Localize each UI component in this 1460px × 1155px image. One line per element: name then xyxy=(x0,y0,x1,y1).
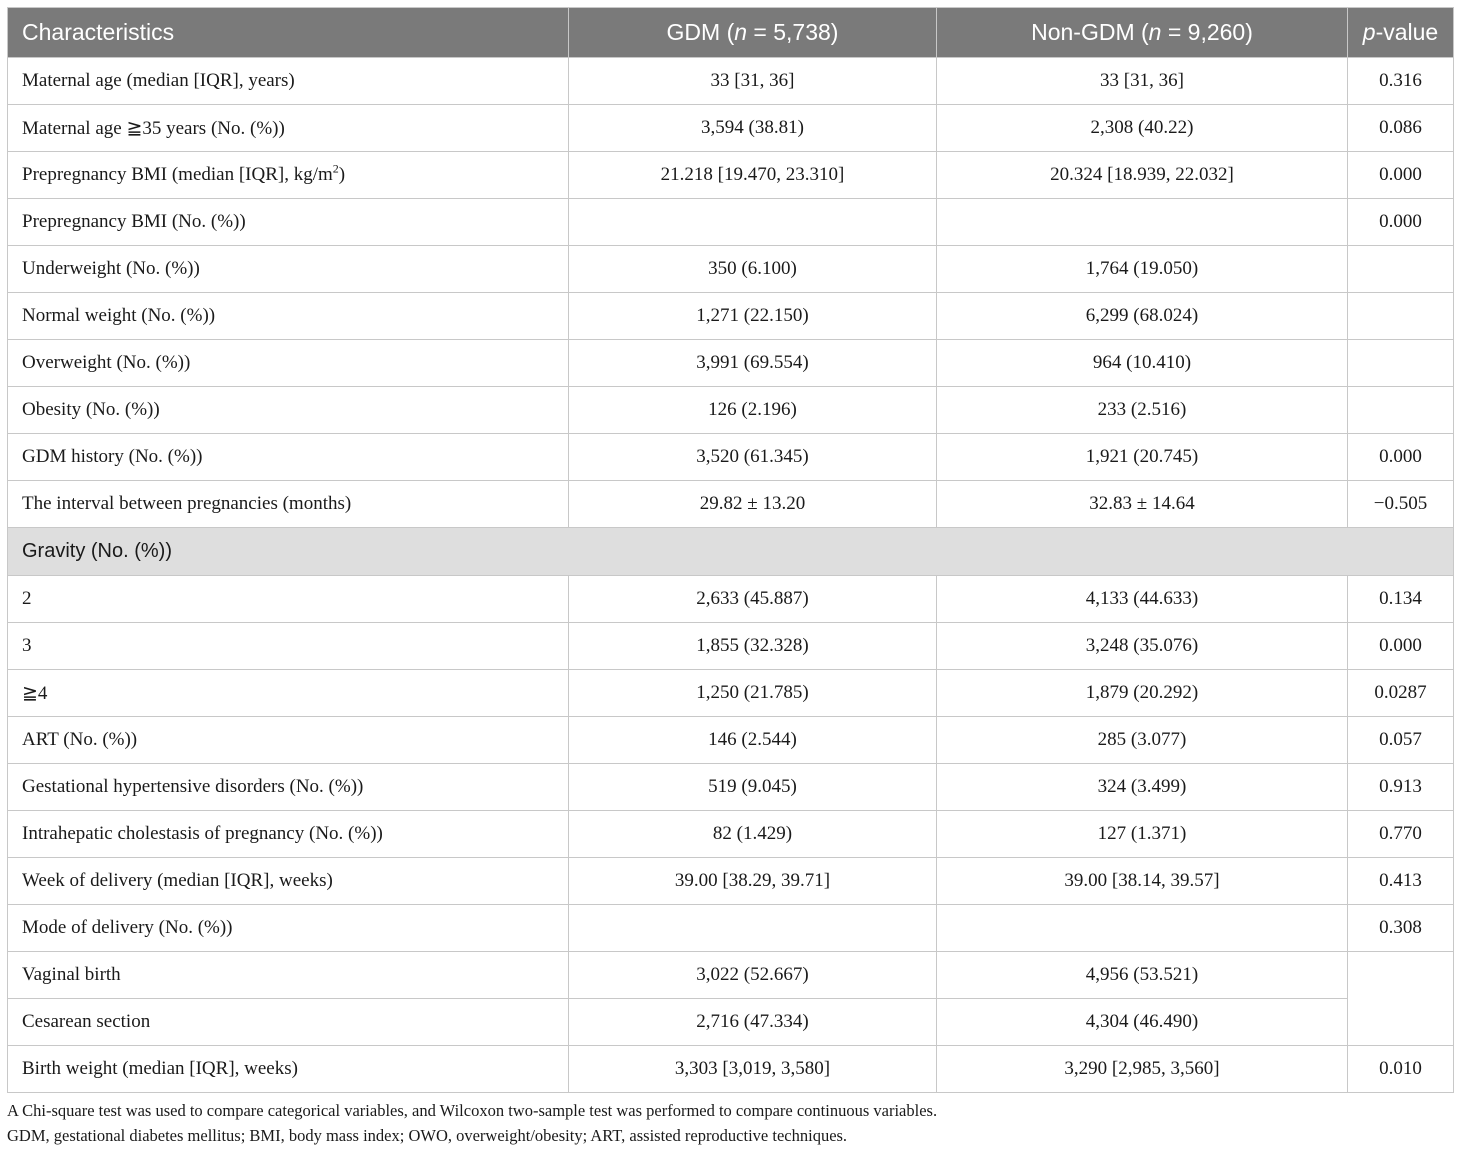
nongdm-cell: 32.83 ± 14.64 xyxy=(937,481,1348,528)
superscript: 2 xyxy=(332,161,339,176)
header-cell xyxy=(569,8,937,58)
table-row xyxy=(8,434,1454,481)
table-row xyxy=(8,481,1454,528)
row-label xyxy=(8,105,569,152)
row-label-end: ) xyxy=(338,164,346,185)
gdm-cell: 1,250 (21.785) xyxy=(569,670,937,717)
nongdm-cell: 127 (1.371) xyxy=(937,811,1348,858)
nongdm-cell: 3,290 [2,985, 3,560] xyxy=(937,1046,1348,1093)
p-value-cell: 0.000 xyxy=(1348,434,1454,481)
p-value-cell xyxy=(1348,293,1454,340)
table-row xyxy=(8,152,1454,199)
p-value-cell: 0.308 xyxy=(1348,905,1454,952)
gdm-cell: 3,022 (52.667) xyxy=(569,952,937,999)
gdm-cell: 29.82 ± 13.20 xyxy=(569,481,937,528)
row-label-text: Underweight (No. (%)) xyxy=(22,258,200,279)
gdm-cell: 350 (6.100) xyxy=(569,246,937,293)
nongdm-cell: 4,133 (44.633) xyxy=(937,576,1348,623)
header-text-suffix: -value xyxy=(1375,19,1439,45)
row-label-text: Prepregnancy BMI (No. (%)) xyxy=(22,211,246,232)
table-row xyxy=(8,952,1454,999)
gdm-cell: 2,633 (45.887) xyxy=(569,576,937,623)
nongdm-cell xyxy=(937,199,1348,246)
row-label-text: 3 xyxy=(22,635,32,656)
nongdm-cell: 2,308 (40.22) xyxy=(937,105,1348,152)
row-label xyxy=(8,1046,569,1093)
row-label xyxy=(8,670,569,717)
table-row xyxy=(8,1046,1454,1093)
gdm-cell: 3,594 (38.81) xyxy=(569,105,937,152)
nongdm-cell: 1,764 (19.050) xyxy=(937,246,1348,293)
row-label-text: Vaginal birth xyxy=(22,964,121,985)
p-value-cell xyxy=(1348,387,1454,434)
header-italic: p xyxy=(1362,19,1376,45)
nongdm-cell xyxy=(937,905,1348,952)
nongdm-cell: 324 (3.499) xyxy=(937,764,1348,811)
row-label-text: Birth weight (median [IQR], weeks) xyxy=(22,1058,298,1079)
nongdm-cell: 33 [31, 36] xyxy=(937,58,1348,105)
header-text-suffix: = 5,738) xyxy=(747,19,839,45)
p-value-cell: 0.0287 xyxy=(1348,670,1454,717)
row-label xyxy=(8,717,569,764)
nongdm-cell: 3,248 (35.076) xyxy=(937,623,1348,670)
p-value-cell: 0.000 xyxy=(1348,623,1454,670)
row-label xyxy=(8,340,569,387)
row-label-text: Overweight (No. (%)) xyxy=(22,352,191,373)
header-text: Characteristics xyxy=(22,19,175,45)
table-row xyxy=(8,58,1454,105)
p-value-cell: 0.770 xyxy=(1348,811,1454,858)
table-row xyxy=(8,246,1454,293)
table-container xyxy=(7,7,1453,1148)
p-value-cell: 0.134 xyxy=(1348,576,1454,623)
header-cell xyxy=(8,8,569,58)
row-label xyxy=(8,152,569,199)
table-row xyxy=(8,858,1454,905)
header-italic: n xyxy=(734,19,748,45)
row-label-text: Week of delivery (median [IQR], weeks) xyxy=(22,870,333,891)
row-label-text: The interval between pregnancies (months) xyxy=(22,493,352,514)
row-label xyxy=(8,905,569,952)
gdm-cell: 82 (1.429) xyxy=(569,811,937,858)
gdm-cell: 39.00 [38.29, 39.71] xyxy=(569,858,937,905)
table-row xyxy=(8,717,1454,764)
row-label xyxy=(8,58,569,105)
header-italic: n xyxy=(1148,19,1162,45)
nongdm-cell: 1,921 (20.745) xyxy=(937,434,1348,481)
gdm-cell xyxy=(569,199,937,246)
p-value-cell: 0.000 xyxy=(1348,152,1454,199)
gdm-cell: 3,991 (69.554) xyxy=(569,340,937,387)
gdm-cell: 3,303 [3,019, 3,580] xyxy=(569,1046,937,1093)
header-row xyxy=(8,8,1454,58)
row-label-text: Maternal age (median [IQR], years) xyxy=(22,70,295,91)
row-label xyxy=(8,199,569,246)
row-label-text: Maternal age ≧35 years (No. (%)) xyxy=(22,117,285,139)
row-label-text: Prepregnancy BMI (median [IQR], kg/m xyxy=(22,164,333,185)
section-row xyxy=(8,528,1454,576)
row-label xyxy=(8,764,569,811)
header-cell xyxy=(937,8,1348,58)
gdm-cell: 1,271 (22.150) xyxy=(569,293,937,340)
nongdm-cell: 4,956 (53.521) xyxy=(937,952,1348,999)
row-label xyxy=(8,952,569,999)
p-value-cell xyxy=(1348,246,1454,293)
p-value-cell: 0.057 xyxy=(1348,717,1454,764)
row-label-text: Cesarean section xyxy=(22,1011,151,1032)
p-value-cell xyxy=(1348,952,1454,1046)
gdm-cell: 126 (2.196) xyxy=(569,387,937,434)
characteristics-table xyxy=(7,7,1454,1093)
table-row xyxy=(8,576,1454,623)
nongdm-cell: 6,299 (68.024) xyxy=(937,293,1348,340)
row-label xyxy=(8,246,569,293)
gdm-cell: 3,520 (61.345) xyxy=(569,434,937,481)
header-text-suffix: = 9,260) xyxy=(1161,19,1253,45)
table-row xyxy=(8,670,1454,717)
p-value-cell: 0.413 xyxy=(1348,858,1454,905)
row-label-text: GDM history (No. (%)) xyxy=(22,446,203,467)
p-value-cell: 0.086 xyxy=(1348,105,1454,152)
gdm-cell: 1,855 (32.328) xyxy=(569,623,937,670)
nongdm-cell: 233 (2.516) xyxy=(937,387,1348,434)
gdm-cell: 21.218 [19.470, 23.310] xyxy=(569,152,937,199)
table-row xyxy=(8,293,1454,340)
header-cell xyxy=(1348,8,1454,58)
p-value-cell: −0.505 xyxy=(1348,481,1454,528)
footnote: GDM, gestational diabetes mellitus; BMI, body mass index; OWO, overweight/obesity; ART, assisted reproductive techniques. xyxy=(7,1126,848,1145)
section-label: Gravity (No. (%)) xyxy=(8,528,1454,576)
row-label-text: Mode of delivery (No. (%)) xyxy=(22,917,233,938)
p-value-cell: 0.913 xyxy=(1348,764,1454,811)
p-value-cell: 0.000 xyxy=(1348,199,1454,246)
nongdm-cell: 20.324 [18.939, 22.032] xyxy=(937,152,1348,199)
p-value-cell: 0.010 xyxy=(1348,1046,1454,1093)
table-row xyxy=(8,199,1454,246)
table-body xyxy=(8,58,1454,1093)
table-footnotes xyxy=(7,1098,1453,1148)
p-value-cell xyxy=(1348,340,1454,387)
row-label xyxy=(8,387,569,434)
row-label xyxy=(8,999,569,1046)
gdm-cell: 519 (9.045) xyxy=(569,764,937,811)
table-row xyxy=(8,764,1454,811)
row-label xyxy=(8,858,569,905)
row-label-text: Normal weight (No. (%)) xyxy=(22,305,216,326)
table-row xyxy=(8,105,1454,152)
table-row xyxy=(8,623,1454,670)
table-row xyxy=(8,387,1454,434)
nongdm-cell: 285 (3.077) xyxy=(937,717,1348,764)
table-row xyxy=(8,999,1454,1046)
header-text: GDM ( xyxy=(666,19,735,45)
row-label-text: Obesity (No. (%)) xyxy=(22,399,160,420)
row-label-text: Intrahepatic cholestasis of pregnancy (No. (%)) xyxy=(22,823,383,844)
row-label xyxy=(8,293,569,340)
header-text: Non-GDM ( xyxy=(1031,19,1149,45)
table-row xyxy=(8,340,1454,387)
table-header xyxy=(8,8,1454,58)
nongdm-cell: 4,304 (46.490) xyxy=(937,999,1348,1046)
p-value-cell: 0.316 xyxy=(1348,58,1454,105)
row-label-text: ART (No. (%)) xyxy=(22,729,138,750)
row-label-text: 2 xyxy=(22,588,32,609)
row-label xyxy=(8,576,569,623)
footnote: A Chi-square test was used to compare categorical variables, and Wilcoxon two-sample test was performed to compare continuous variables. xyxy=(7,1101,938,1120)
table-row xyxy=(8,905,1454,952)
row-label-text: Gestational hypertensive disorders (No. (%)) xyxy=(22,776,364,797)
row-label xyxy=(8,434,569,481)
row-label-text: ≧4 xyxy=(22,682,48,704)
row-label xyxy=(8,623,569,670)
gdm-cell: 2,716 (47.334) xyxy=(569,999,937,1046)
gdm-cell xyxy=(569,905,937,952)
row-label xyxy=(8,481,569,528)
row-label xyxy=(8,811,569,858)
gdm-cell: 146 (2.544) xyxy=(569,717,937,764)
table-row xyxy=(8,811,1454,858)
nongdm-cell: 39.00 [38.14, 39.57] xyxy=(937,858,1348,905)
nongdm-cell: 964 (10.410) xyxy=(937,340,1348,387)
gdm-cell: 33 [31, 36] xyxy=(569,58,937,105)
nongdm-cell: 1,879 (20.292) xyxy=(937,670,1348,717)
